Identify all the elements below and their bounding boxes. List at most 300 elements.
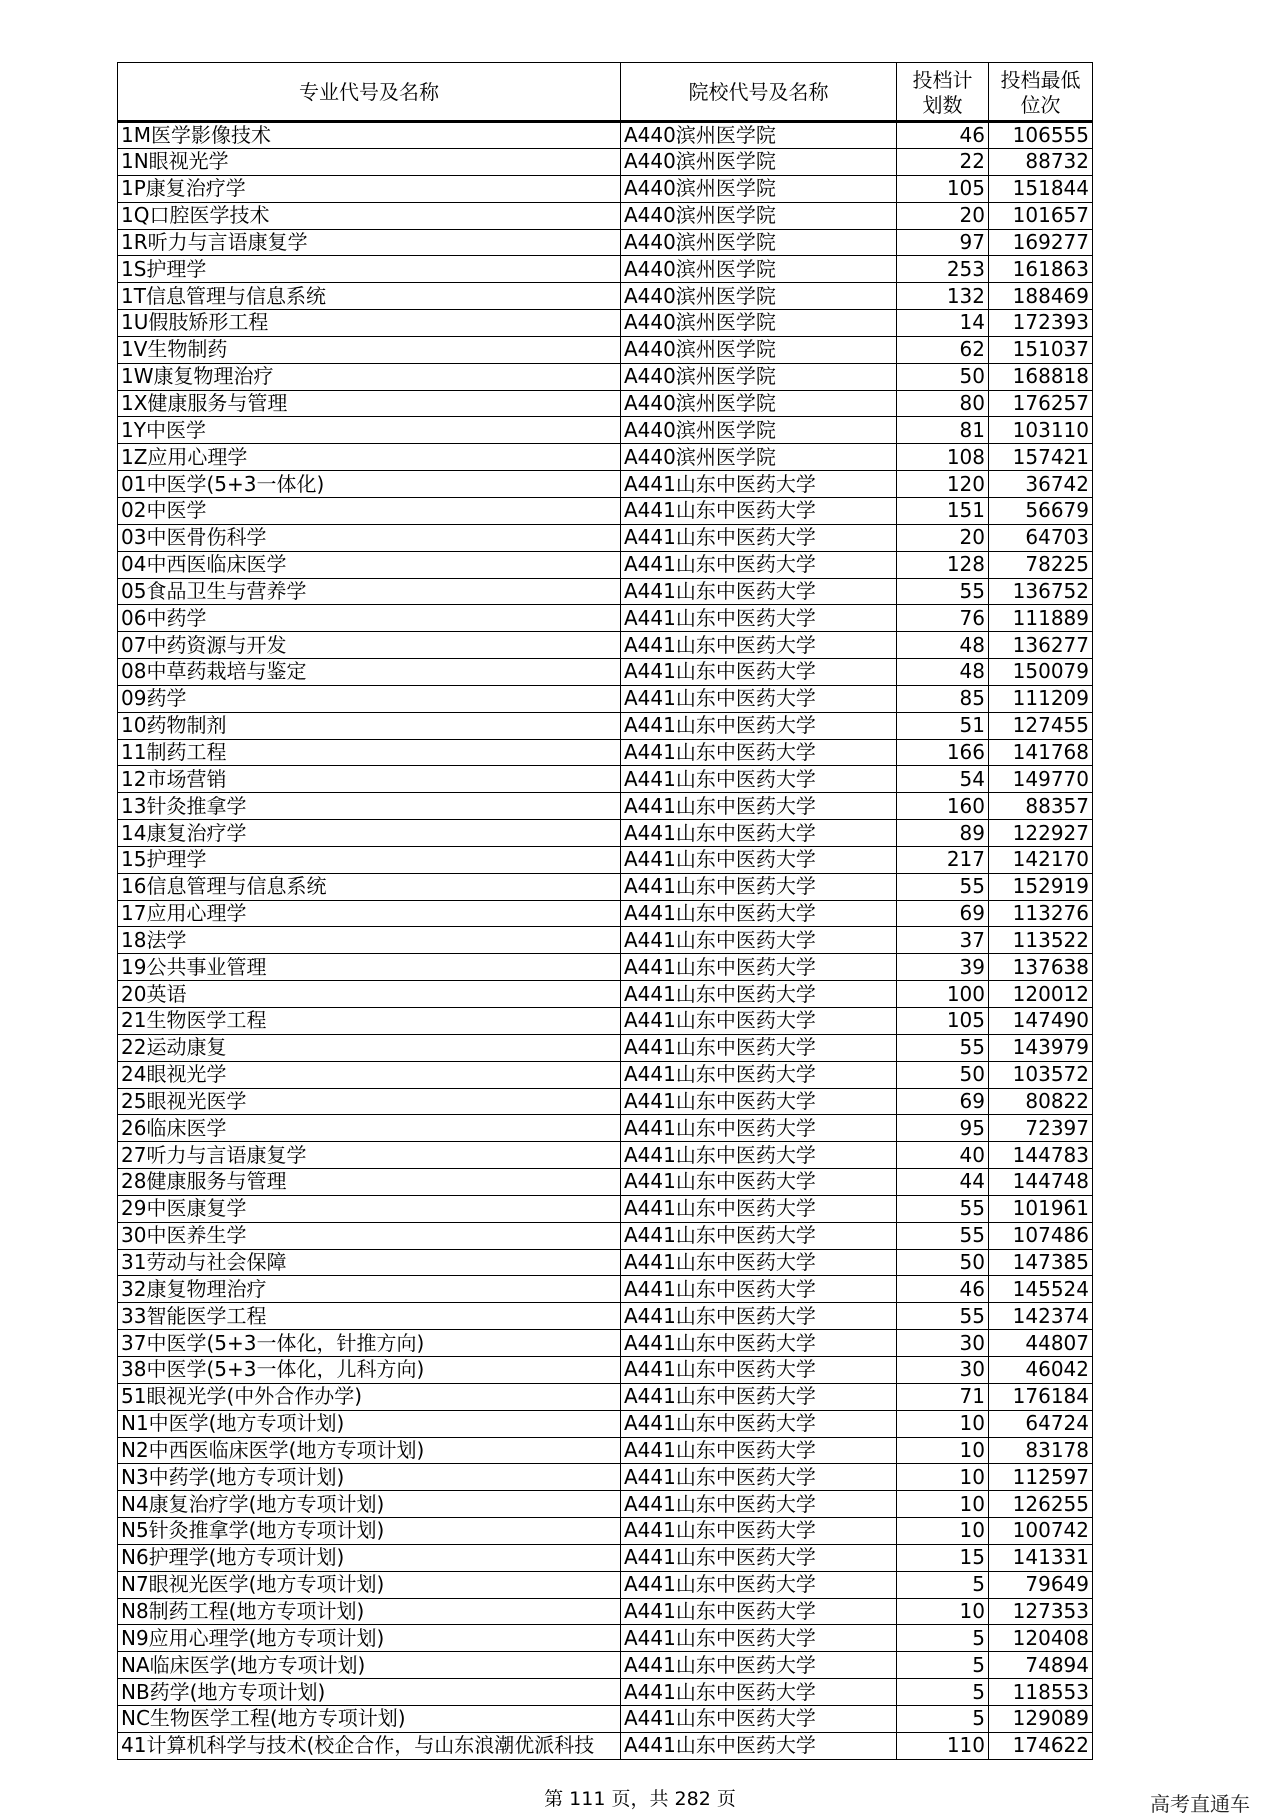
plan-count-cell: 89 xyxy=(897,820,989,847)
table-row xyxy=(118,229,1093,256)
table-row xyxy=(118,1276,1093,1303)
school-cell: A441山东中医药大学 xyxy=(621,766,897,793)
min-rank-cell: 74894 xyxy=(989,1652,1093,1679)
major-cell: 32康复物理治疗 xyxy=(118,1276,621,1303)
table-row xyxy=(118,1598,1093,1625)
major-cell: 05食品卫生与营养学 xyxy=(118,578,621,605)
plan-count-cell: 14 xyxy=(897,310,989,337)
major-cell: N1中医学(地方专项计划) xyxy=(118,1410,621,1437)
table-row xyxy=(118,1330,1093,1357)
table-row xyxy=(118,1518,1093,1545)
plan-count-cell: 55 xyxy=(897,1222,989,1249)
school-cell: A441山东中医药大学 xyxy=(621,1222,897,1249)
plan-count-cell: 10 xyxy=(897,1518,989,1545)
min-rank-cell: 141331 xyxy=(989,1544,1093,1571)
plan-count-cell: 110 xyxy=(897,1732,989,1759)
school-cell: A441山东中医药大学 xyxy=(621,1330,897,1357)
school-cell: A441山东中医药大学 xyxy=(621,927,897,954)
major-cell: 06中药学 xyxy=(118,605,621,632)
major-cell: 10药物制剂 xyxy=(118,712,621,739)
plan-count-cell: 69 xyxy=(897,1088,989,1115)
plan-count-cell: 54 xyxy=(897,766,989,793)
major-cell: 09药学 xyxy=(118,685,621,712)
school-cell: A441山东中医药大学 xyxy=(621,1679,897,1706)
min-rank-cell: 88357 xyxy=(989,793,1093,820)
school-cell: A441山东中医药大学 xyxy=(621,1356,897,1383)
plan-count-cell: 20 xyxy=(897,202,989,229)
min-rank-cell: 174622 xyxy=(989,1732,1093,1759)
school-cell: A441山东中医药大学 xyxy=(621,632,897,659)
min-rank-cell: 145524 xyxy=(989,1276,1093,1303)
table-row xyxy=(118,551,1093,578)
major-cell: 14康复治疗学 xyxy=(118,820,621,847)
school-cell: A441山东中医药大学 xyxy=(621,820,897,847)
school-cell: A440滨州医学院 xyxy=(621,202,897,229)
table-row xyxy=(118,1544,1093,1571)
plan-count-cell: 62 xyxy=(897,336,989,363)
school-cell: A440滨州医学院 xyxy=(621,256,897,283)
table-row xyxy=(118,954,1093,981)
table-row xyxy=(118,1222,1093,1249)
school-cell: A441山东中医药大学 xyxy=(621,1249,897,1276)
major-cell: 04中西医临床医学 xyxy=(118,551,621,578)
major-cell: NB药学(地方专项计划) xyxy=(118,1679,621,1706)
plan-count-cell: 97 xyxy=(897,229,989,256)
plan-count-cell: 5 xyxy=(897,1625,989,1652)
major-cell: 11制药工程 xyxy=(118,739,621,766)
school-cell: A441山东中医药大学 xyxy=(621,1008,897,1035)
plan-count-cell: 55 xyxy=(897,1303,989,1330)
min-rank-cell: 176257 xyxy=(989,390,1093,417)
school-cell: A441山东中医药大学 xyxy=(621,659,897,686)
min-rank-cell: 168818 xyxy=(989,363,1093,390)
school-cell: A441山东中医药大学 xyxy=(621,981,897,1008)
major-cell: 37中医学(5+3一体化，针推方向) xyxy=(118,1330,621,1357)
school-cell: A441山东中医药大学 xyxy=(621,712,897,739)
plan-count-cell: 46 xyxy=(897,122,989,149)
min-rank-cell: 143979 xyxy=(989,1034,1093,1061)
plan-count-cell: 10 xyxy=(897,1464,989,1491)
min-rank-cell: 100742 xyxy=(989,1518,1093,1545)
school-cell: A440滨州医学院 xyxy=(621,444,897,471)
school-cell: A441山东中医药大学 xyxy=(621,1303,897,1330)
header-major: 专业代号及名称 xyxy=(118,63,621,122)
major-cell: 1R听力与言语康复学 xyxy=(118,229,621,256)
table-row xyxy=(118,1464,1093,1491)
table-row xyxy=(118,1491,1093,1518)
major-cell: N5针灸推拿学(地方专项计划) xyxy=(118,1518,621,1545)
min-rank-cell: 103572 xyxy=(989,1061,1093,1088)
plan-count-cell: 30 xyxy=(897,1330,989,1357)
school-cell: A440滨州医学院 xyxy=(621,310,897,337)
school-cell: A441山东中医药大学 xyxy=(621,1142,897,1169)
table-row xyxy=(118,390,1093,417)
major-cell: N6护理学(地方专项计划) xyxy=(118,1544,621,1571)
school-cell: A441山东中医药大学 xyxy=(621,1034,897,1061)
table-row xyxy=(118,1115,1093,1142)
min-rank-cell: 147385 xyxy=(989,1249,1093,1276)
plan-count-cell: 253 xyxy=(897,256,989,283)
school-cell: A441山东中医药大学 xyxy=(621,1625,897,1652)
min-rank-cell: 111889 xyxy=(989,605,1093,632)
school-cell: A441山东中医药大学 xyxy=(621,1518,897,1545)
min-rank-cell: 161863 xyxy=(989,256,1093,283)
plan-count-cell: 69 xyxy=(897,900,989,927)
plan-count-cell: 105 xyxy=(897,175,989,202)
table-row xyxy=(118,336,1093,363)
table-row xyxy=(118,846,1093,873)
major-cell: 30中医养生学 xyxy=(118,1222,621,1249)
table-row xyxy=(118,1034,1093,1061)
school-cell: A441山东中医药大学 xyxy=(621,1571,897,1598)
page-number: 第 111 页，共 282 页 xyxy=(544,1788,736,1810)
major-cell: 27听力与言语康复学 xyxy=(118,1142,621,1169)
table-row xyxy=(118,1249,1093,1276)
school-cell: A441山东中医药大学 xyxy=(621,1410,897,1437)
table-row xyxy=(118,766,1093,793)
min-rank-cell: 107486 xyxy=(989,1222,1093,1249)
plan-count-cell: 85 xyxy=(897,685,989,712)
min-rank-cell: 64703 xyxy=(989,524,1093,551)
min-rank-cell: 127353 xyxy=(989,1598,1093,1625)
table-row xyxy=(118,1625,1093,1652)
school-cell: A441山东中医药大学 xyxy=(621,605,897,632)
school-cell: A441山东中医药大学 xyxy=(621,1705,897,1732)
table-header-row xyxy=(118,63,1093,122)
min-rank-cell: 78225 xyxy=(989,551,1093,578)
major-cell: 17应用心理学 xyxy=(118,900,621,927)
school-cell: A440滨州医学院 xyxy=(621,122,897,149)
plan-count-cell: 10 xyxy=(897,1598,989,1625)
table-row xyxy=(118,310,1093,337)
major-cell: 13针灸推拿学 xyxy=(118,793,621,820)
min-rank-cell: 149770 xyxy=(989,766,1093,793)
min-rank-cell: 136277 xyxy=(989,632,1093,659)
plan-count-cell: 5 xyxy=(897,1571,989,1598)
school-cell: A440滨州医学院 xyxy=(621,283,897,310)
table-row xyxy=(118,1061,1093,1088)
min-rank-cell: 151844 xyxy=(989,175,1093,202)
plan-count-cell: 55 xyxy=(897,1034,989,1061)
major-cell: 1V生物制药 xyxy=(118,336,621,363)
major-cell: 21生物医学工程 xyxy=(118,1008,621,1035)
table-row xyxy=(118,256,1093,283)
school-cell: A441山东中医药大学 xyxy=(621,793,897,820)
min-rank-cell: 157421 xyxy=(989,444,1093,471)
major-cell: 15护理学 xyxy=(118,846,621,873)
major-cell: 25眼视光医学 xyxy=(118,1088,621,1115)
min-rank-cell: 111209 xyxy=(989,685,1093,712)
table-row xyxy=(118,793,1093,820)
min-rank-cell: 129089 xyxy=(989,1705,1093,1732)
school-cell: A441山东中医药大学 xyxy=(621,497,897,524)
plan-count-cell: 20 xyxy=(897,524,989,551)
school-cell: A440滨州医学院 xyxy=(621,149,897,176)
major-cell: 1T信息管理与信息系统 xyxy=(118,283,621,310)
min-rank-cell: 169277 xyxy=(989,229,1093,256)
min-rank-cell: 147490 xyxy=(989,1008,1093,1035)
table-row xyxy=(118,122,1093,149)
watermark-text: 高考直通车 xyxy=(1150,1792,1250,1816)
plan-count-cell: 51 xyxy=(897,712,989,739)
min-rank-cell: 79649 xyxy=(989,1571,1093,1598)
table-row xyxy=(118,820,1093,847)
table-row xyxy=(118,1437,1093,1464)
table-row xyxy=(118,497,1093,524)
min-rank-cell: 64724 xyxy=(989,1410,1093,1437)
table-row xyxy=(118,927,1093,954)
min-rank-cell: 142374 xyxy=(989,1303,1093,1330)
min-rank-cell: 83178 xyxy=(989,1437,1093,1464)
table-row xyxy=(118,1303,1093,1330)
major-cell: 22运动康复 xyxy=(118,1034,621,1061)
min-rank-cell: 101657 xyxy=(989,202,1093,229)
major-cell: 1S护理学 xyxy=(118,256,621,283)
table-row xyxy=(118,1571,1093,1598)
plan-count-cell: 166 xyxy=(897,739,989,766)
table-row xyxy=(118,739,1093,766)
plan-count-cell: 108 xyxy=(897,444,989,471)
school-cell: A441山东中医药大学 xyxy=(621,1276,897,1303)
school-cell: A441山东中医药大学 xyxy=(621,1169,897,1196)
min-rank-cell: 101961 xyxy=(989,1195,1093,1222)
plan-count-cell: 22 xyxy=(897,149,989,176)
plan-count-cell: 40 xyxy=(897,1142,989,1169)
major-cell: 16信息管理与信息系统 xyxy=(118,873,621,900)
min-rank-cell: 120408 xyxy=(989,1625,1093,1652)
min-rank-cell: 113276 xyxy=(989,900,1093,927)
table-row xyxy=(118,149,1093,176)
school-cell: A441山东中医药大学 xyxy=(621,1061,897,1088)
major-cell: 1Q口腔医学技术 xyxy=(118,202,621,229)
plan-count-cell: 30 xyxy=(897,1356,989,1383)
plan-count-cell: 95 xyxy=(897,1115,989,1142)
table-row xyxy=(118,1679,1093,1706)
table-row xyxy=(118,605,1093,632)
major-cell: N8制药工程(地方专项计划) xyxy=(118,1598,621,1625)
min-rank-cell: 172393 xyxy=(989,310,1093,337)
major-cell: 03中医骨伤科学 xyxy=(118,524,621,551)
plan-count-cell: 10 xyxy=(897,1491,989,1518)
major-cell: 29中医康复学 xyxy=(118,1195,621,1222)
min-rank-cell: 80822 xyxy=(989,1088,1093,1115)
header-plan-count: 投档计 划数 xyxy=(897,63,989,122)
plan-count-cell: 80 xyxy=(897,390,989,417)
table-row xyxy=(118,471,1093,498)
school-cell: A441山东中医药大学 xyxy=(621,739,897,766)
table-row xyxy=(118,873,1093,900)
plan-count-cell: 132 xyxy=(897,283,989,310)
table-row xyxy=(118,1169,1093,1196)
min-rank-cell: 176184 xyxy=(989,1383,1093,1410)
school-cell: A441山东中医药大学 xyxy=(621,1088,897,1115)
plan-count-cell: 55 xyxy=(897,873,989,900)
school-cell: A440滨州医学院 xyxy=(621,336,897,363)
school-cell: A440滨州医学院 xyxy=(621,175,897,202)
table-row xyxy=(118,632,1093,659)
school-cell: A441山东中医药大学 xyxy=(621,1437,897,1464)
table-row xyxy=(118,1705,1093,1732)
min-rank-cell: 88732 xyxy=(989,149,1093,176)
school-cell: A441山东中医药大学 xyxy=(621,685,897,712)
plan-count-cell: 55 xyxy=(897,1195,989,1222)
major-cell: 18法学 xyxy=(118,927,621,954)
major-cell: 28健康服务与管理 xyxy=(118,1169,621,1196)
min-rank-cell: 188469 xyxy=(989,283,1093,310)
major-cell: 1Y中医学 xyxy=(118,417,621,444)
table-row xyxy=(118,524,1093,551)
school-cell: A441山东中医药大学 xyxy=(621,1732,897,1759)
min-rank-cell: 142170 xyxy=(989,846,1093,873)
school-cell: A440滨州医学院 xyxy=(621,363,897,390)
plan-count-cell: 5 xyxy=(897,1652,989,1679)
school-cell: A441山东中医药大学 xyxy=(621,1598,897,1625)
table-row xyxy=(118,981,1093,1008)
min-rank-cell: 106555 xyxy=(989,122,1093,149)
plan-count-cell: 5 xyxy=(897,1705,989,1732)
table-row xyxy=(118,1410,1093,1437)
min-rank-cell: 44807 xyxy=(989,1330,1093,1357)
min-rank-cell: 120012 xyxy=(989,981,1093,1008)
table-row xyxy=(118,1356,1093,1383)
min-rank-cell: 151037 xyxy=(989,336,1093,363)
major-cell: N7眼视光医学(地方专项计划) xyxy=(118,1571,621,1598)
plan-count-cell: 217 xyxy=(897,846,989,873)
major-cell: NC生物医学工程(地方专项计划) xyxy=(118,1705,621,1732)
school-cell: A441山东中医药大学 xyxy=(621,578,897,605)
major-cell: 07中药资源与开发 xyxy=(118,632,621,659)
min-rank-cell: 144783 xyxy=(989,1142,1093,1169)
major-cell: N4康复治疗学(地方专项计划) xyxy=(118,1491,621,1518)
plan-count-cell: 46 xyxy=(897,1276,989,1303)
min-rank-cell: 118553 xyxy=(989,1679,1093,1706)
min-rank-cell: 46042 xyxy=(989,1356,1093,1383)
plan-count-cell: 128 xyxy=(897,551,989,578)
table-row xyxy=(118,1008,1093,1035)
min-rank-cell: 144748 xyxy=(989,1169,1093,1196)
school-cell: A440滨州医学院 xyxy=(621,390,897,417)
major-cell: N2中西医临床医学(地方专项计划) xyxy=(118,1437,621,1464)
table-row xyxy=(118,578,1093,605)
school-cell: A441山东中医药大学 xyxy=(621,1383,897,1410)
table-row xyxy=(118,175,1093,202)
major-cell: 19公共事业管理 xyxy=(118,954,621,981)
plan-count-cell: 55 xyxy=(897,578,989,605)
school-cell: A441山东中医药大学 xyxy=(621,1464,897,1491)
major-cell: 1W康复物理治疗 xyxy=(118,363,621,390)
min-rank-cell: 137638 xyxy=(989,954,1093,981)
plan-count-cell: 10 xyxy=(897,1437,989,1464)
min-rank-cell: 136752 xyxy=(989,578,1093,605)
major-cell: 33智能医学工程 xyxy=(118,1303,621,1330)
plan-count-cell: 37 xyxy=(897,927,989,954)
major-cell: 24眼视光学 xyxy=(118,1061,621,1088)
min-rank-cell: 36742 xyxy=(989,471,1093,498)
major-cell: 01中医学(5+3一体化) xyxy=(118,471,621,498)
table-row xyxy=(118,202,1093,229)
major-cell: 12市场营销 xyxy=(118,766,621,793)
table-row xyxy=(118,1142,1093,1169)
major-cell: N9应用心理学(地方专项计划) xyxy=(118,1625,621,1652)
table-row xyxy=(118,1732,1093,1759)
plan-count-cell: 71 xyxy=(897,1383,989,1410)
admission-table xyxy=(117,62,1093,1760)
major-cell: 1M医学影像技术 xyxy=(118,122,621,149)
table-row xyxy=(118,444,1093,471)
table-row xyxy=(118,1383,1093,1410)
plan-count-cell: 160 xyxy=(897,793,989,820)
plan-count-cell: 48 xyxy=(897,659,989,686)
header-min-rank: 投档最低 位次 xyxy=(989,63,1093,122)
major-cell: 1X健康服务与管理 xyxy=(118,390,621,417)
major-cell: 20英语 xyxy=(118,981,621,1008)
major-cell: N3中药学(地方专项计划) xyxy=(118,1464,621,1491)
plan-count-cell: 76 xyxy=(897,605,989,632)
school-cell: A441山东中医药大学 xyxy=(621,1195,897,1222)
min-rank-cell: 150079 xyxy=(989,659,1093,686)
major-cell: 1Z应用心理学 xyxy=(118,444,621,471)
school-cell: A441山东中医药大学 xyxy=(621,1115,897,1142)
table-row xyxy=(118,685,1093,712)
school-cell: A441山东中医药大学 xyxy=(621,551,897,578)
min-rank-cell: 113522 xyxy=(989,927,1093,954)
major-cell: 38中医学(5+3一体化，儿科方向) xyxy=(118,1356,621,1383)
major-cell: 26临床医学 xyxy=(118,1115,621,1142)
school-cell: A441山东中医药大学 xyxy=(621,1544,897,1571)
min-rank-cell: 152919 xyxy=(989,873,1093,900)
major-cell: 08中草药栽培与鉴定 xyxy=(118,659,621,686)
major-cell: NA临床医学(地方专项计划) xyxy=(118,1652,621,1679)
plan-count-cell: 48 xyxy=(897,632,989,659)
table-row xyxy=(118,1652,1093,1679)
school-cell: A441山东中医药大学 xyxy=(621,846,897,873)
plan-count-cell: 44 xyxy=(897,1169,989,1196)
table-row xyxy=(118,1195,1093,1222)
school-cell: A441山东中医药大学 xyxy=(621,471,897,498)
min-rank-cell: 127455 xyxy=(989,712,1093,739)
school-cell: A440滨州医学院 xyxy=(621,417,897,444)
major-cell: 51眼视光学(中外合作办学) xyxy=(118,1383,621,1410)
major-cell: 31劳动与社会保障 xyxy=(118,1249,621,1276)
min-rank-cell: 103110 xyxy=(989,417,1093,444)
plan-count-cell: 5 xyxy=(897,1679,989,1706)
table-row xyxy=(118,659,1093,686)
major-cell: 1P康复治疗学 xyxy=(118,175,621,202)
plan-count-cell: 50 xyxy=(897,1249,989,1276)
plan-count-cell: 100 xyxy=(897,981,989,1008)
plan-count-cell: 15 xyxy=(897,1544,989,1571)
major-cell: 1N眼视光学 xyxy=(118,149,621,176)
plan-count-cell: 10 xyxy=(897,1410,989,1437)
major-cell: 41计算机科学与技术(校企合作，与山东浪潮优派科技 xyxy=(118,1732,621,1759)
table-row xyxy=(118,363,1093,390)
min-rank-cell: 56679 xyxy=(989,497,1093,524)
plan-count-cell: 151 xyxy=(897,497,989,524)
table-row xyxy=(118,417,1093,444)
table-row xyxy=(118,1088,1093,1115)
header-school: 院校代号及名称 xyxy=(621,63,897,122)
table-row xyxy=(118,283,1093,310)
school-cell: A441山东中医药大学 xyxy=(621,873,897,900)
table-row xyxy=(118,900,1093,927)
school-cell: A441山东中医药大学 xyxy=(621,1491,897,1518)
plan-count-cell: 81 xyxy=(897,417,989,444)
min-rank-cell: 72397 xyxy=(989,1115,1093,1142)
plan-count-cell: 39 xyxy=(897,954,989,981)
min-rank-cell: 112597 xyxy=(989,1464,1093,1491)
table-row xyxy=(118,712,1093,739)
major-cell: 1U假肢矫形工程 xyxy=(118,310,621,337)
